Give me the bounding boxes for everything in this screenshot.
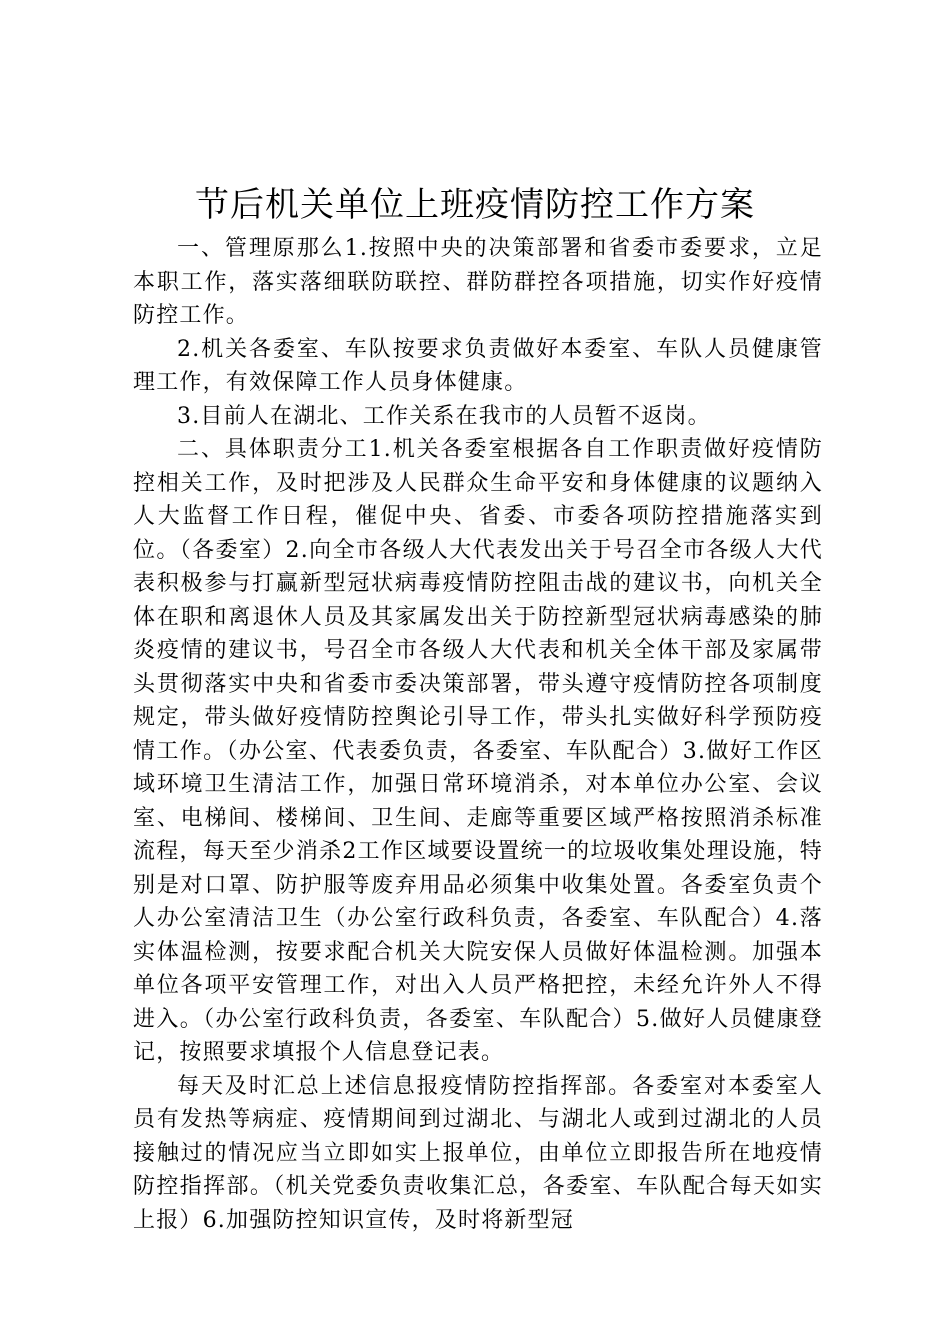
paragraph-daily-reporting: 每天及时汇总上述信息报疫情防控指挥部。各委室对本委室人员有发热等病症、疫情期间到过湖北、与湖北人或到过湖北的人员接触过的情况应当立即如实上报单位，由单位立即报告所在地疫情防控指挥部。（机关党委负责收集汇总，各委室、车队配合每天如实上报）6.加强防控知识宣传，及时将新型冠: [133, 1073, 823, 1233]
paragraph-management-principles: 一、管理原那么1.按照中央的决策部署和省委市委要求，立足本职工作，落实落细联防联控、群防群控各项措施，切实作好疫情防控工作。: [133, 236, 823, 328]
paragraph-health-management: 2.机关各委室、车队按要求负责做好本委室、车队人员健康管理工作，有效保障工作人员身体健康。: [133, 336, 823, 395]
document-body: [133, 232, 823, 1237]
document-title: 节后机关单位上班疫情防控工作方案: [195, 185, 755, 225]
paragraph-responsibilities: 二、具体职责分工1.机关各委室根据各自工作职责做好疫情防控相关工作，及时把涉及人民群众生命平安和身体健康的议题纳入人大监督工作日程，催促中央、省委、市委各项防控措施落实到位。（各委室）2.向全市各级人大代表发出关于号召全市各级人大代表积极参与打赢新型冠状病毒疫情防控阻击战的建议书，向机关全体在职和离退休人员及其家属发出关于防控新型冠状病毒感染的肺炎疫情的建议书，号召全市各级人大代表和机关全体干部及家属带头贯彻落实中央和省委市委决策部署，带头遵守疫情防控各项制度规定，带头做好疫情防控舆论引导工作，带头扎实做好科学预防疫情工作。（办公室、代表委负责，各委室、车队配合）3.做好工作区域环境卫生清洁工作，加强日常环境消杀，对本单位办公室、会议室、电梯间、楼梯间、卫生间、走廊等重要区域严格按照消杀标准流程，每天至少消杀2工作区域要设置统一的垃圾收集处理设施，特别是对口罩、防护服等废弃用品必须集中收集处置。各委室负责个人办公室清洁卫生（办公室行政科负责，各委室、车队配合）4.落实体温检测，按要求配合机关大院安保人员做好体温检测。加强本单位各项平安管理工作，对出入人员严格把控，未经允许外人不得进入。（办公室行政科负责，各委室、车队配合）5.做好人员健康登记，按照要求填报个人信息登记表。: [133, 437, 823, 1065]
paragraph-hubei-staff: 3.目前人在湖北、工作关系在我市的人员暂不返岗。: [177, 403, 711, 429]
